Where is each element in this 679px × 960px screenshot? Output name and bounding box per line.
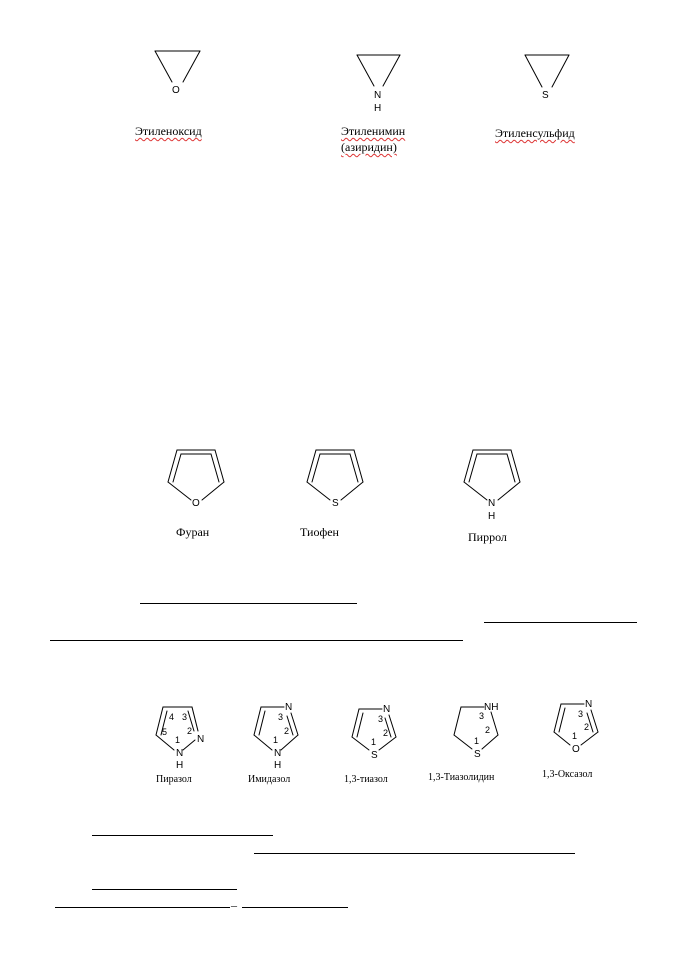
oxazole-structure	[548, 695, 610, 761]
svg-text:H: H	[374, 103, 382, 114]
svg-text:N: N	[374, 90, 382, 101]
thiophene-structure	[302, 440, 372, 515]
svg-text:O: O	[172, 85, 180, 96]
pyrazole-structure	[150, 698, 212, 770]
svg-text:H: H	[274, 760, 282, 771]
pyrrole-label: Пиррол	[468, 530, 507, 544]
thiazole-structure	[346, 700, 408, 766]
svg-text:3: 3	[278, 712, 284, 722]
thiazole-label: 1,3-тиазол	[344, 774, 388, 785]
blank-line	[92, 835, 273, 836]
svg-text:2: 2	[485, 725, 491, 735]
ethyleneimine-structure	[352, 50, 412, 115]
blank-line	[50, 640, 463, 641]
svg-text:N: N	[197, 734, 205, 745]
blank-line	[242, 907, 348, 908]
pyrrole-structure	[458, 440, 528, 525]
separator-char: _	[231, 894, 237, 908]
oxazole-label: 1,3-Оксазол	[542, 769, 593, 780]
ethylene-sulfide-label: Этиленсульфид	[495, 126, 575, 140]
svg-text:N: N	[585, 699, 593, 710]
imidazole-label: Имидазол	[248, 774, 291, 785]
svg-text:N: N	[383, 704, 391, 715]
svg-text:N: N	[488, 498, 496, 509]
svg-text:S: S	[332, 498, 339, 509]
svg-text:1: 1	[175, 735, 181, 745]
svg-text:O: O	[192, 498, 200, 509]
svg-text:S: S	[542, 90, 549, 101]
svg-text:S: S	[371, 750, 378, 761]
svg-text:N: N	[274, 748, 282, 759]
blank-line	[92, 889, 237, 890]
svg-text:N: N	[176, 748, 184, 759]
imidazole-structure	[248, 698, 310, 770]
svg-text:2: 2	[284, 726, 290, 736]
svg-text:4: 4	[169, 712, 175, 722]
ethylene-oxide-structure	[150, 45, 210, 100]
blank-line	[254, 853, 575, 854]
svg-text:N: N	[285, 702, 293, 713]
svg-text:3: 3	[378, 714, 384, 724]
thiophene-label: Тиофен	[300, 525, 339, 539]
svg-text:H: H	[176, 760, 184, 771]
svg-text:1: 1	[572, 731, 578, 741]
aziridine-label: (азиридин)	[341, 140, 397, 154]
svg-text:2: 2	[584, 722, 590, 732]
blank-line	[55, 907, 230, 908]
blank-line	[140, 603, 357, 604]
furan-structure	[162, 440, 232, 515]
ethylene-sulfide-structure	[520, 50, 580, 105]
thiazolidine-structure	[446, 696, 516, 764]
blank-line	[484, 622, 637, 623]
svg-text:1: 1	[273, 735, 279, 745]
svg-text:NH: NH	[484, 702, 499, 713]
svg-text:H: H	[488, 511, 496, 522]
svg-text:S: S	[474, 749, 481, 760]
pyrazole-label: Пиразол	[156, 774, 192, 785]
svg-text:O: O	[572, 744, 580, 755]
svg-text:5: 5	[162, 727, 168, 737]
svg-text:2: 2	[187, 726, 193, 736]
svg-text:3: 3	[479, 711, 485, 721]
svg-text:3: 3	[182, 712, 188, 722]
thiazolidine-label: 1,3-Тиазолидин	[428, 772, 495, 783]
svg-text:2: 2	[383, 728, 389, 738]
svg-text:1: 1	[474, 736, 480, 746]
furan-label: Фуран	[176, 525, 210, 539]
ethylene-oxide-label: Этиленоксид	[135, 124, 202, 138]
svg-text:1: 1	[371, 737, 377, 747]
svg-text:3: 3	[578, 709, 584, 719]
ethyleneimine-label: Этиленимин	[341, 124, 406, 138]
